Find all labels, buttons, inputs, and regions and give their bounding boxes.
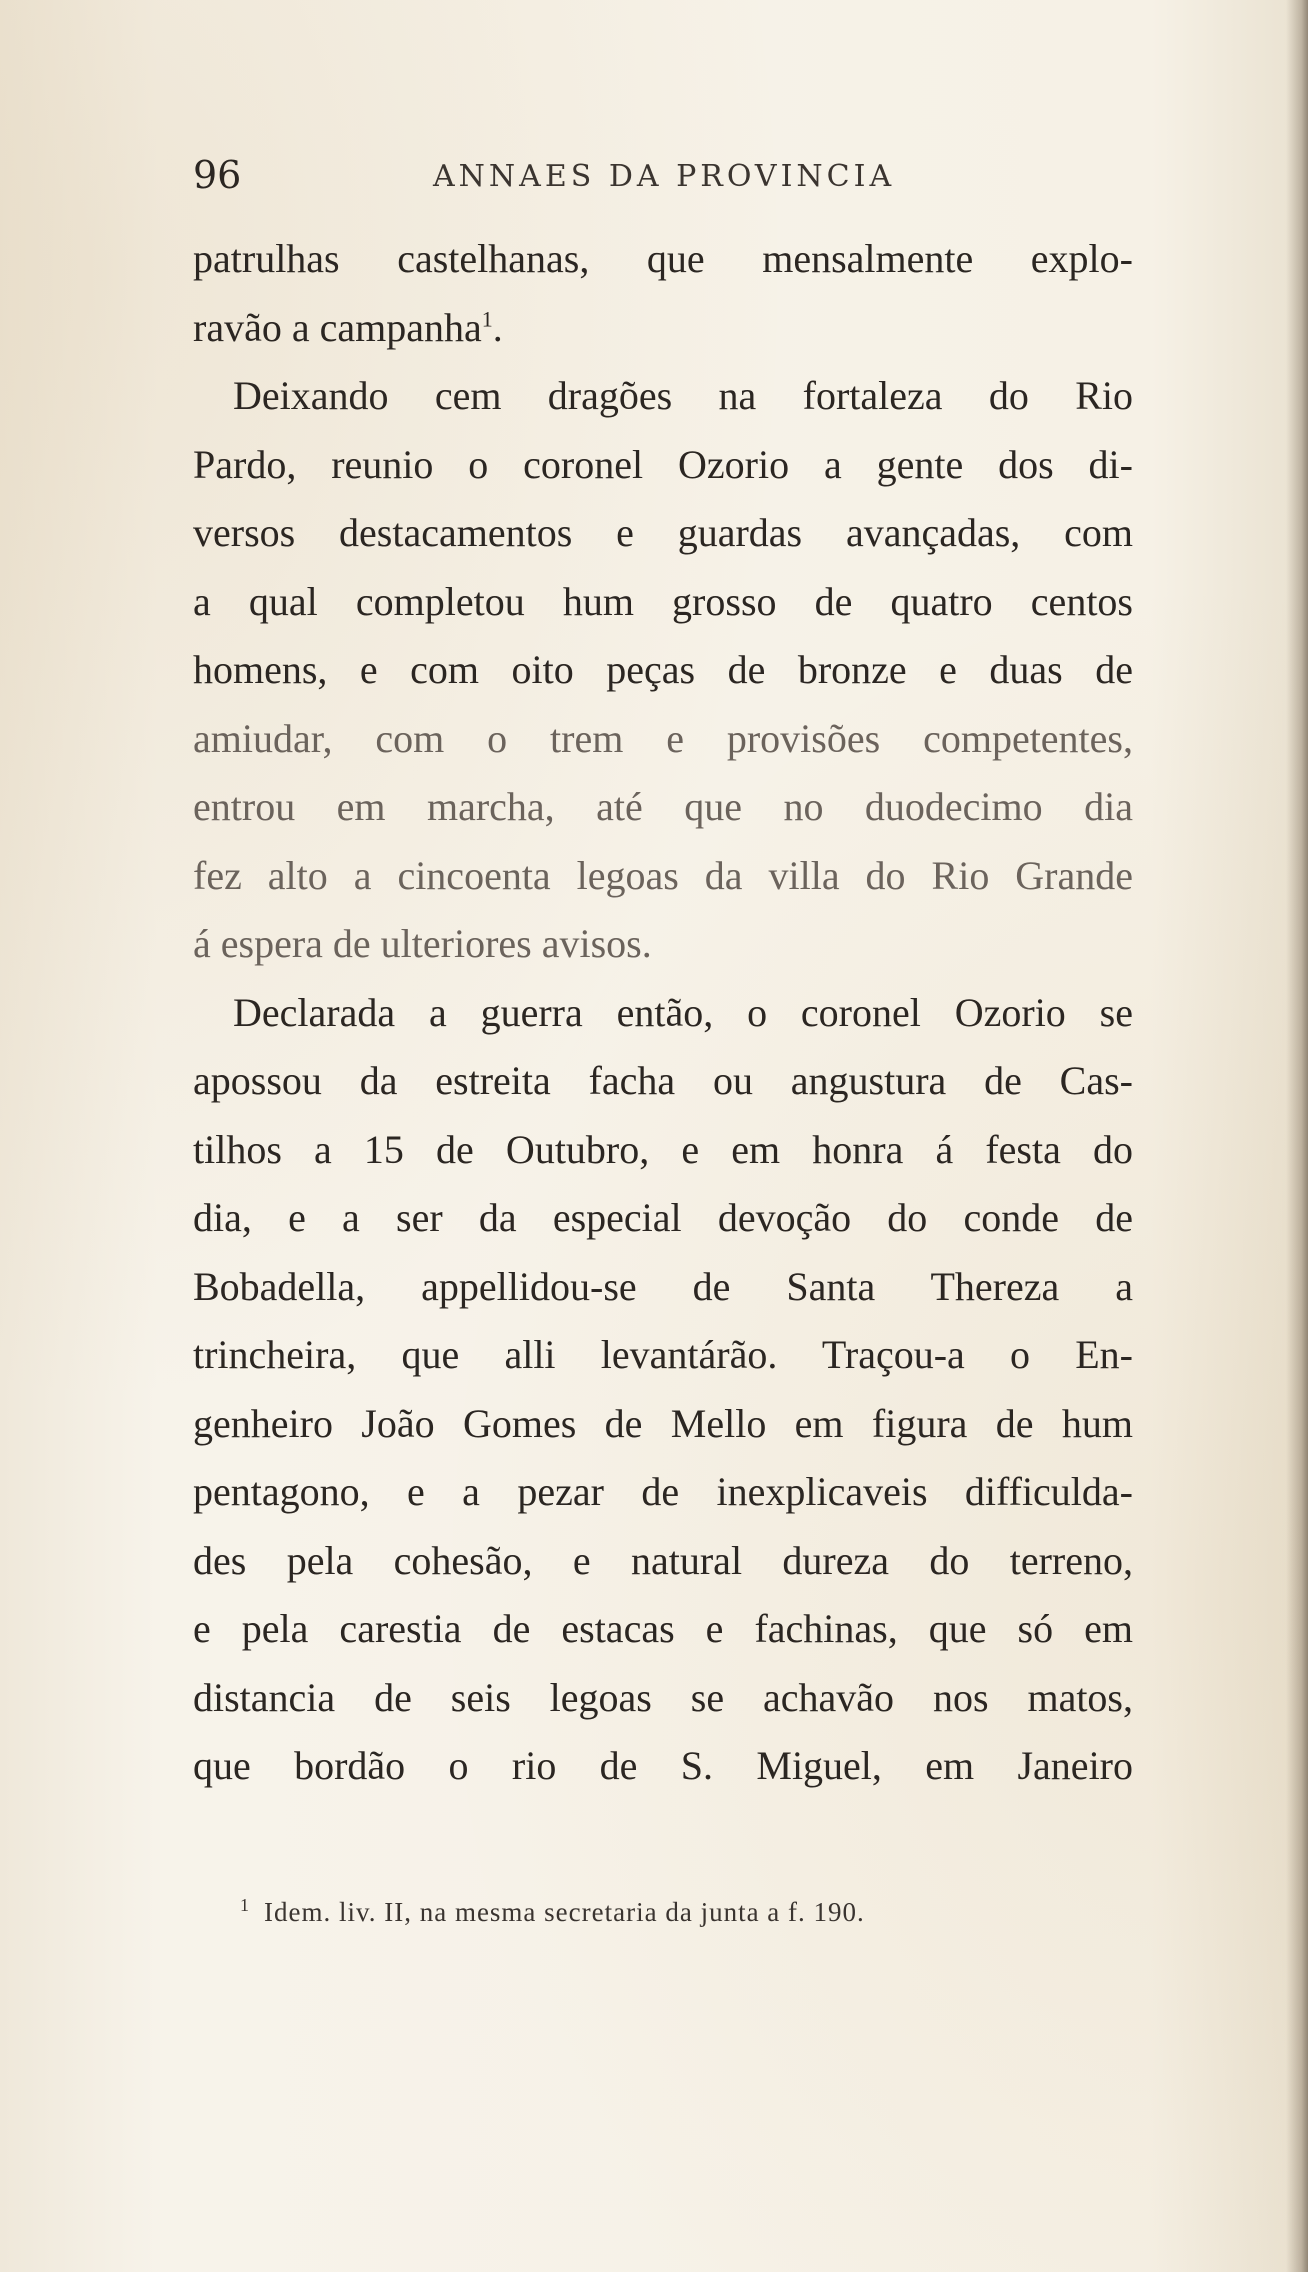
text-line [193, 294, 1133, 363]
footnote [240, 1892, 1100, 1932]
text-line: dia, e a ser da especial devoção do conde de [193, 1195, 1133, 1240]
running-head: ANNAES DA PROVINCIA [433, 159, 896, 194]
text-line: entrou em marcha, até que no duodecimo dia [193, 784, 1133, 829]
text-line: trincheira, que alli levantárão. Traçou-a o En- [193, 1332, 1133, 1377]
text-line: des pela cohesão, e natural dureza do terreno, [193, 1537, 1133, 1583]
text-line: versos destacamentos e guardas avançadas, com [193, 510, 1133, 555]
text-line: apossou da estreita facha ou angustura de Cas- [193, 1058, 1133, 1103]
text-line: Bobadella, appellidou-se de Santa Thereza a [193, 1263, 1133, 1309]
page-header [193, 150, 1133, 200]
text-line: genheiro João Gomes de Mello em figura de hum [193, 1400, 1133, 1446]
text-line: a qual completou hum grosso de quatro centos [193, 578, 1133, 624]
text-line: homens, e com oito peças de bronze e duas de [193, 647, 1133, 692]
text-line: amiudar, com o trem e provisões competentes, [193, 715, 1133, 761]
footnote-mark: 1 [240, 1895, 250, 1915]
text-line: que bordão o rio de S. Miguel, em Janeiro [193, 1743, 1133, 1788]
text-line: fez alto a cincoenta legoas da villa do Rio Grande [193, 852, 1133, 898]
text-line-content: ravão a campanha [193, 304, 482, 350]
text-line: Pardo, reunio o coronel Ozorio a gente dos di- [193, 441, 1133, 487]
page-number: 96 [193, 153, 242, 197]
text-line: tilhos a 15 de Outubro, e em honra á festa do [193, 1126, 1133, 1172]
footnote-text: Idem. liv. II, na mesma secretaria da junta a f. 190. [264, 1897, 865, 1927]
text-line: patrulhas castelhanas, que mensalmente explo- [193, 236, 1133, 281]
text-line: Declarada a guerra então, o coronel Ozorio se [233, 989, 1133, 1035]
text-line: Deixando cem dragões na fortaleza do Rio [233, 373, 1133, 418]
text-line: á espera de ulteriores avisos. [193, 921, 652, 966]
text-line: pentagono, e a pezar de inexplicaveis difficulda- [193, 1469, 1133, 1514]
spine-shadow [1286, 0, 1308, 2272]
body-text [193, 225, 1133, 1801]
text-line: distancia de seis legoas se achavão nos matos, [193, 1674, 1133, 1720]
footnote-reference: 1 [481, 306, 493, 332]
text-line-punctuation: . [492, 304, 503, 350]
text-line: e pela carestia de estacas e fachinas, que só em [193, 1606, 1133, 1651]
